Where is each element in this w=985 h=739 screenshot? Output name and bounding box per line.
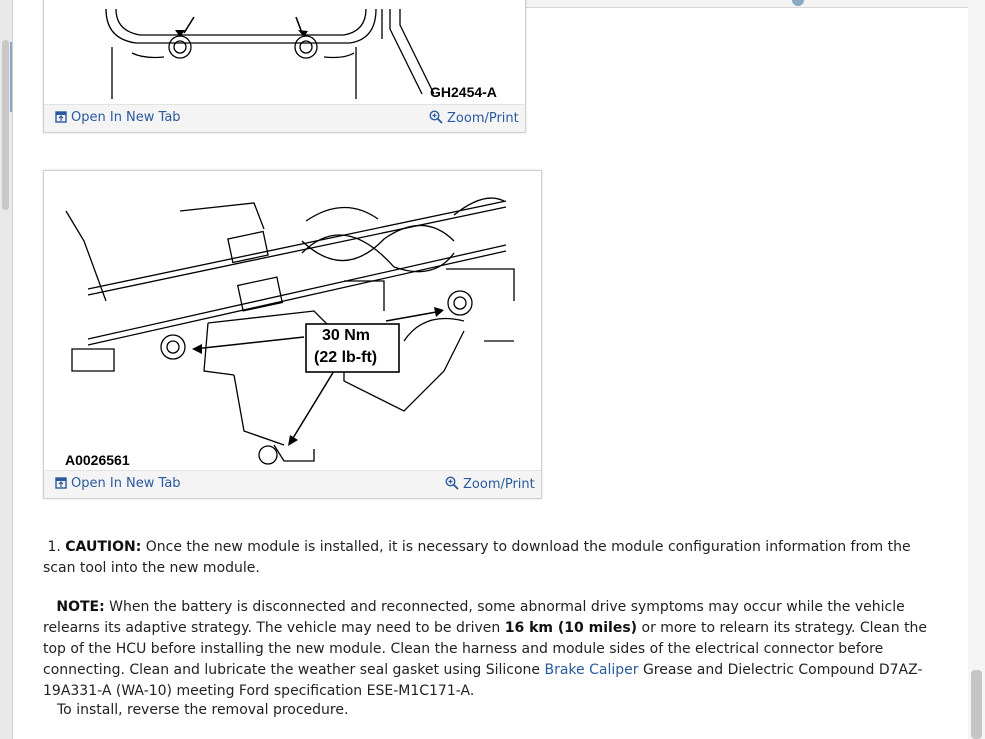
brake-caliper-link[interactable]: Brake Caliper [544,662,639,678]
note-label: NOTE: [56,599,105,615]
figure-1-toolbar [44,104,525,132]
caution-text: Once the new module is installed, it is necessary to download the module configuration information from the scan tool into the new module. [43,539,911,576]
left-frame [0,0,13,739]
figure-2-zoom-label: Zoom/Print [463,477,535,492]
zoom-icon [429,110,443,124]
torque-lbft-label: (22 lb-ft) [314,349,378,366]
caution-label: CAUTION: [65,539,142,555]
figure-2-zoom-link[interactable] [445,476,535,492]
zoom-icon [445,476,459,490]
figure-2 [43,170,542,499]
figure-2-ref-label: A0026561 [65,452,130,468]
figure-1-zoom-label: Zoom/Print [447,111,519,126]
figure-1 [43,0,526,133]
note-paragraph [43,597,941,702]
figure-2-open-tab-label: Open In New Tab [71,476,181,491]
frame-accent [10,42,12,112]
step-1-caution [43,537,941,579]
note-text-c: Grease and Dielectric Compound D7AZ-19A331-A (WA-10) meeting Ford specification ESE-M1C171-A. [43,662,923,699]
install-instruction: To install, reverse the removal procedure. [57,702,349,718]
figure-1-ref-label: GH2454-A [430,84,497,100]
page-scrollbar[interactable] [968,0,985,739]
indicator-dot [792,0,804,6]
step-1-number: 1. [47,539,61,555]
top-strip [500,0,968,8]
figure-2-drawing [44,171,541,471]
torque-nm-label: 30 Nm [322,327,371,344]
note-distance: 16 km (10 miles) [504,620,638,636]
figure-1-zoom-link[interactable] [429,110,519,126]
figure-2-open-tab-link[interactable] [55,476,181,491]
page-scrollbar-thumb[interactable] [971,670,982,739]
figure-1-open-tab-label: Open In New Tab [71,110,181,125]
figure-2-toolbar [44,470,541,498]
left-scrollbar-thumb[interactable] [2,40,9,210]
note-text-b: or more to relearn its strategy. Clean the top of the HCU before installing the new module. Clean the harness and module sides of the electrical connector before connecting. Clean and lubricate the weather seal gasket using Silicone [43,620,928,678]
open-new-tab-icon [55,111,67,123]
open-new-tab-icon [55,477,67,489]
figure-1-open-tab-link[interactable] [55,110,181,125]
note-text-a: When the battery is disconnected and reconnected, some abnormal drive symptoms may occur while the vehicle relearns its adaptive strategy. The vehicle may need to be driven [43,599,905,636]
